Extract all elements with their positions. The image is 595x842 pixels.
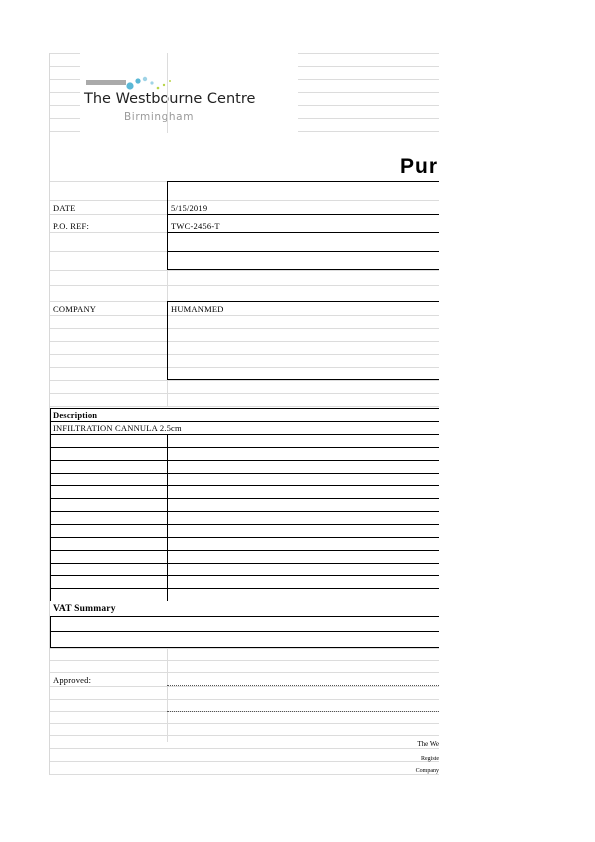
gridline <box>298 53 439 54</box>
table-row-line <box>50 460 439 461</box>
company-label: COMPANY <box>53 304 97 314</box>
po-ref-value[interactable]: TWC-2456-T <box>171 221 220 231</box>
gridline <box>50 761 439 762</box>
gridline <box>298 66 439 67</box>
logo-bar <box>86 80 126 85</box>
gridline <box>298 92 439 93</box>
gridline <box>50 53 80 54</box>
table-row-line <box>50 447 439 448</box>
gridline <box>50 105 80 106</box>
gridline <box>50 774 439 775</box>
gridline <box>50 131 80 132</box>
gridline <box>50 672 439 673</box>
gridline <box>50 66 80 67</box>
description-header: Description <box>53 410 98 420</box>
gridline <box>298 118 439 119</box>
footer-line-1: The We <box>417 740 439 748</box>
gridline <box>50 686 439 687</box>
column-separator <box>167 53 168 133</box>
spreadsheet-page <box>49 53 439 775</box>
table-row-line <box>50 563 439 564</box>
gridline <box>50 699 439 700</box>
gridline <box>50 648 439 649</box>
table-row-line <box>50 550 439 551</box>
table-row-line <box>50 588 439 589</box>
table-row-line <box>50 537 439 538</box>
table-row-line <box>50 473 439 474</box>
approved-label: Approved: <box>53 675 92 685</box>
gridline <box>50 79 80 80</box>
footer-line-2: Registe <box>421 756 439 762</box>
table-row-line <box>50 524 439 525</box>
gridline <box>50 660 439 661</box>
signature-line[interactable] <box>167 685 439 686</box>
table-row-line <box>50 434 439 435</box>
date-label: DATE <box>53 203 76 213</box>
gridline <box>50 748 439 749</box>
po-ref-label: P.O. REF: <box>53 221 90 231</box>
table-row-line <box>50 485 439 486</box>
logo-subtitle: Birmingham <box>124 111 195 123</box>
gridline <box>50 380 439 381</box>
date-value[interactable]: 5/15/2019 <box>171 203 208 213</box>
gridline <box>50 118 80 119</box>
gridline <box>50 270 439 271</box>
company-logo <box>80 69 298 133</box>
gridline <box>298 105 439 106</box>
gridline <box>50 723 439 724</box>
footer-line-3: Company <box>415 768 439 774</box>
column-separator <box>167 648 168 742</box>
gridline <box>298 79 439 80</box>
company-value[interactable]: HUMANMED <box>171 304 224 314</box>
gridline <box>50 285 439 286</box>
item-row-1-description[interactable]: INFILTRATION CANNULA 2.5cm <box>53 423 182 433</box>
table-row-line <box>50 575 439 576</box>
table-row-line <box>50 498 439 499</box>
vat-summary-header: VAT Summary <box>53 604 116 614</box>
gridline <box>50 406 439 407</box>
gridline <box>298 131 439 132</box>
logo-name: The Westbourne Centre <box>84 91 256 107</box>
gridline <box>50 92 80 93</box>
document-title: Pur <box>400 155 439 178</box>
gridline <box>50 735 439 736</box>
signature-line[interactable] <box>167 711 439 712</box>
table-row-line <box>50 511 439 512</box>
gridline <box>50 393 439 394</box>
